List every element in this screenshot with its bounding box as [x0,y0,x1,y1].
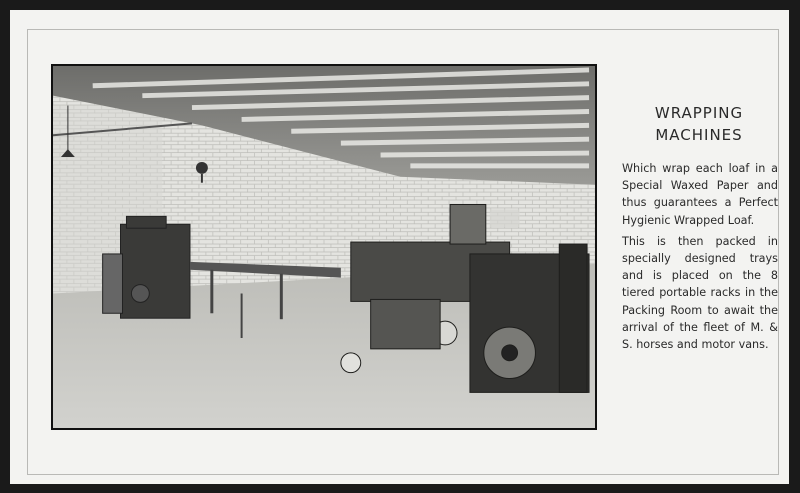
heading-line-1: WRAPPING [654,104,744,122]
heading-line-2: MACHINES [655,126,743,144]
wrapping-machines-photograph [53,66,595,428]
section-heading [610,102,788,146]
paragraph-2: This is then packed in specially designed trays and is placed on the 8 tiered portable racks in the Packing Room to await the arrival of the fleet of M. & S. horses and motor vans. [622,234,778,352]
paragraph-1: Which wrap each loaf in a Special Waxed Paper and thus guarantees a Perfect Hygienic Wrapped Loaf. [622,162,778,227]
brochure-page [10,10,789,484]
factory-photo [51,64,597,430]
description-text [622,160,778,357]
